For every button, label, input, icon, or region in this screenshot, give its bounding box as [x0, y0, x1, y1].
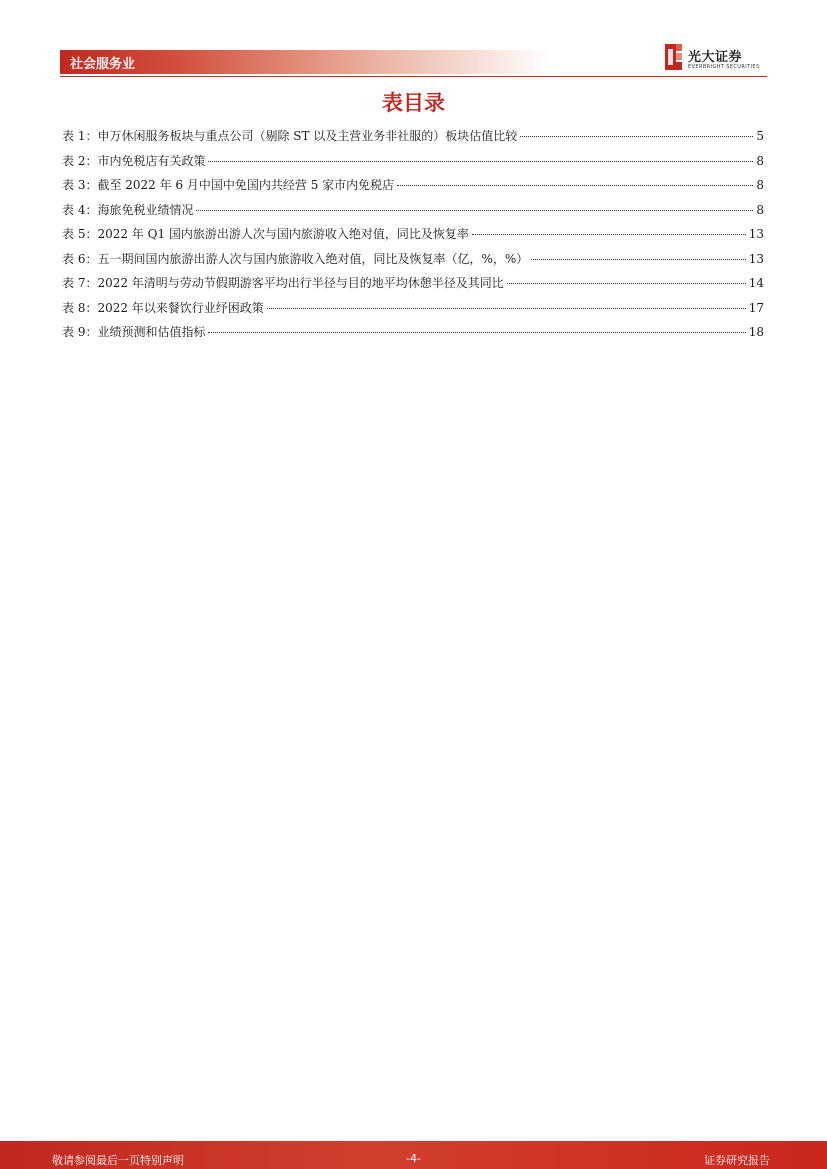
- footer-disclaimer: 敬请参阅最后一页特别声明: [52, 1154, 184, 1167]
- company-logo: [664, 43, 774, 73]
- toc-dot-leader: [196, 210, 753, 211]
- footer-report-type: 证券研究报告: [704, 1154, 770, 1167]
- toc-entry-page: 8: [756, 153, 764, 168]
- toc-entry-page: 17: [748, 300, 764, 315]
- toc-entry[interactable]: [62, 251, 764, 276]
- toc-entry[interactable]: [62, 202, 764, 227]
- toc-entry-label: 表 4：海旅免税业绩情况: [62, 202, 194, 217]
- toc-entry[interactable]: [62, 300, 764, 325]
- header-divider: [60, 76, 767, 77]
- toc-entry-label: 表 9：业绩预测和估值指标: [62, 325, 206, 339]
- toc-entry-label: 表 2：市内免税店有关政策: [62, 153, 206, 168]
- toc-list: [62, 128, 764, 349]
- toc-entry-page: 8: [756, 178, 764, 192]
- toc-entry[interactable]: [62, 324, 764, 349]
- toc-entry[interactable]: [62, 275, 764, 300]
- toc-entry-label: 表 5：2022 年 Q1 国内旅游出游人次与国内旅游收入绝对值，同比及恢复率: [62, 227, 469, 241]
- toc-entry-page: 13: [748, 227, 764, 241]
- header-sector-label: 社会服务业: [70, 57, 136, 72]
- toc-entry-label: 表 6：五一期间国内旅游出游人次与国内旅游收入绝对值，同比及恢复率（亿，%，%）: [62, 251, 529, 266]
- footer-page-number: -4-: [406, 1152, 421, 1165]
- toc-entry-page: 8: [756, 202, 764, 217]
- toc-entry-label: 表 8：2022 年以来餐饮行业纾困政策: [62, 300, 264, 315]
- toc-entry[interactable]: [62, 128, 764, 153]
- toc-dot-leader: [520, 136, 753, 137]
- toc-entry[interactable]: [62, 153, 764, 178]
- toc-entry-page: 14: [748, 276, 764, 290]
- table-of-tables-title: 表目录: [382, 91, 445, 115]
- toc-dot-leader: [472, 234, 746, 235]
- toc-dot-leader: [208, 332, 745, 333]
- toc-entry-page: 18: [748, 325, 764, 339]
- toc-entry-page: 13: [748, 251, 764, 266]
- toc-dot-leader: [397, 185, 753, 186]
- toc-entry-label: 表 3：截至 2022 年 6 月中国中免国内共经营 5 家市内免税店: [62, 178, 395, 192]
- toc-entry-label: 表 7：2022 年清明与劳动节假期游客平均出行半径与目的地平均休憩半径及其同比: [62, 276, 504, 290]
- toc-entry[interactable]: [62, 226, 764, 251]
- toc-dot-leader: [507, 283, 746, 284]
- toc-dot-leader: [267, 308, 746, 309]
- logo-english-name: EVERBRIGHT SECURITIES: [688, 64, 760, 70]
- everbright-logo-icon: [664, 43, 684, 71]
- logo-chinese-name: 光大证券: [688, 50, 743, 65]
- toc-entry-label: 表 1：申万休闲服务板块与重点公司（剔除 ST 以及主营业务非社服的）板块估值比较: [62, 129, 518, 143]
- toc-dot-leader: [208, 161, 753, 162]
- toc-entry-page: 5: [756, 129, 764, 143]
- toc-entry[interactable]: [62, 177, 764, 202]
- toc-dot-leader: [531, 259, 745, 260]
